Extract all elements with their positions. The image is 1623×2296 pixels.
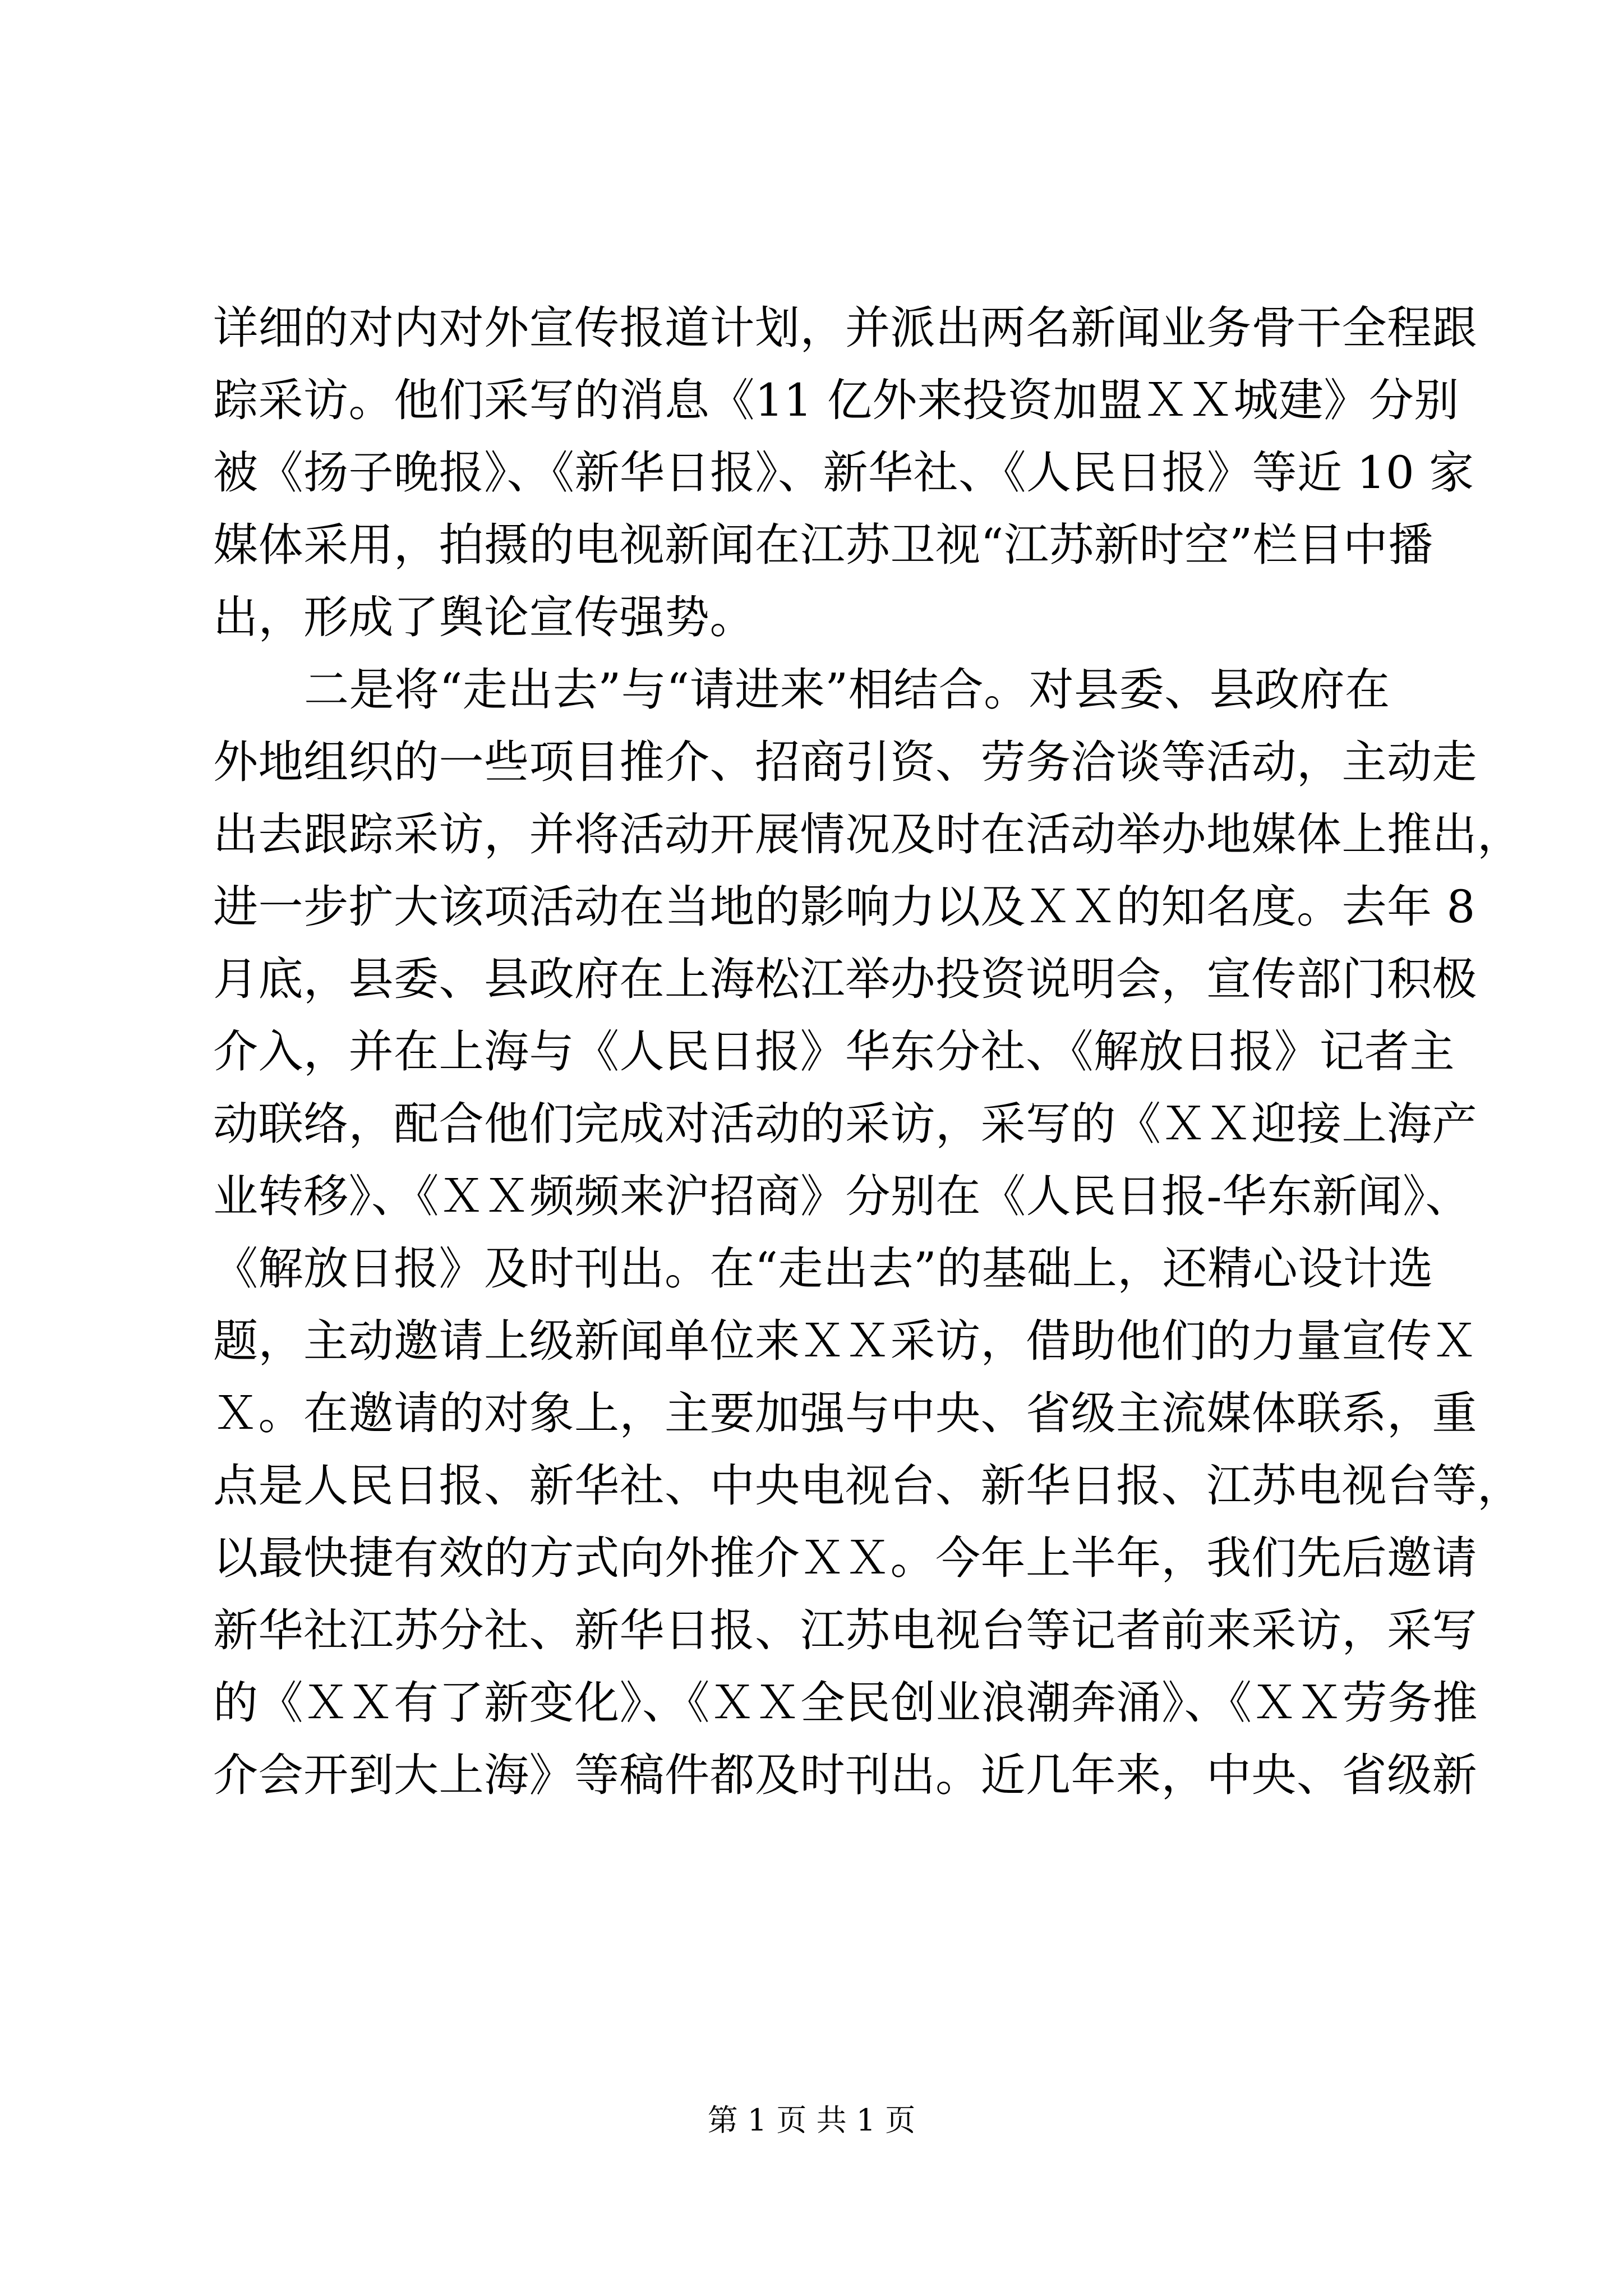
text-line: 媒体采用，拍摄的电视新闻在江苏卫视“江苏新时空”栏目中播: [213, 519, 1433, 571]
document-body: [213, 292, 1523, 1811]
text-line: 题，主动邀请上级新闻单位来ＸＸ采访，借助他们的力量宣传Ｘ: [213, 1315, 1477, 1367]
text-line: Ｘ。在邀请的对象上，主要加强与中央、省级主流媒体联系，重: [213, 1387, 1477, 1439]
text-line: 业转移》、《ＸＸ频频来沪招商》分别在《人民日报-华东新闻》、: [213, 1170, 1471, 1222]
text-line: 踪采访。他们采写的消息《11 亿外来投资加盟ＸＸ城建》分别: [213, 374, 1459, 426]
text-line: 月底，县委、县政府在上海松江举办投资说明会，宣传部门积极: [213, 953, 1477, 1005]
page-footer: 第 1 页 共 1 页: [707, 2102, 916, 2138]
text-line: 新华社江苏分社、新华日报、江苏电视台等记者前来采访，采写: [213, 1604, 1477, 1657]
text-line: 进一步扩大该项活动在当地的影响力以及ＸＸ的知名度。去年 8: [213, 881, 1476, 933]
text-line: 被《扬子晚报》、《新华日报》、新华社、《人民日报》等近 10 家: [213, 447, 1474, 499]
text-line: 外地组织的一些项目推介、招商引资、劳务洽谈等活动，主动走: [213, 736, 1477, 788]
text-line: 点是人民日报、新华社、中央电视台、新华日报、江苏电视台等，: [213, 1460, 1523, 1512]
text-line: 《解放日报》及时刊出。在“走出去”的基础上，还精心设计选: [213, 1243, 1433, 1295]
text-line: 介会开到大上海》等稿件都及时刊出。近几年来，中央、省级新: [213, 1749, 1477, 1801]
paragraph-start-line: 二是将“走出去”与“请进来”相结合。对县委、县政府在: [304, 664, 1390, 716]
text-line: 以最快捷有效的方式向外推介ＸＸ。今年上半年，我们先后邀请: [213, 1532, 1477, 1584]
text-line: 详细的对内对外宣传报道计划，并派出两名新闻业务骨干全程跟: [213, 302, 1477, 354]
text-line: 出，形成了舆论宣传强势。: [213, 591, 755, 643]
text-line: 介入，并在上海与《人民日报》华东分社、《解放日报》记者主: [213, 1025, 1455, 1078]
text-line: 动联络，配合他们完成对活动的采访，采写的《ＸＸ迎接上海产: [213, 1098, 1477, 1150]
text-line: 的《ＸＸ有了新变化》、《ＸＸ全民创业浪潮奔涌》、《ＸＸ劳务推: [213, 1677, 1478, 1729]
text-line: 出去跟踪采访，并将活动开展情况及时在活动举办地媒体上推出，: [213, 808, 1523, 861]
